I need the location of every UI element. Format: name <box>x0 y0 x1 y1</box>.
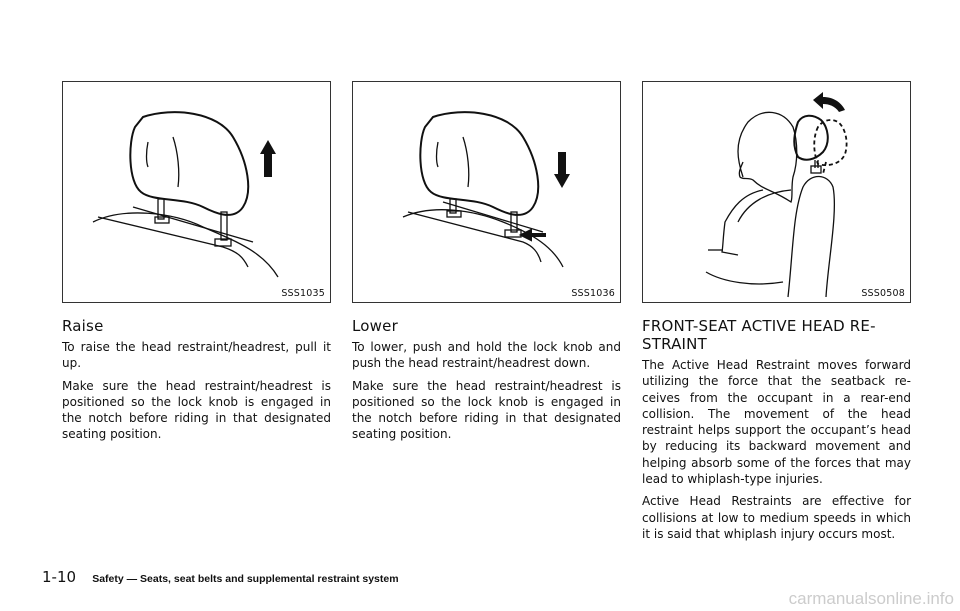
headrest-raise-illustration <box>63 82 330 302</box>
column-active-head-restraint <box>642 81 911 548</box>
paragraph: Make sure the head restraint/headrest is positioned so the lock knob is engaged in the notch before riding in that designated seating position. <box>62 378 331 442</box>
heading-active-head-restraint: FRONT-SEAT ACTIVE HEAD RE-STRAINT <box>642 317 876 353</box>
paragraph: The Active Head Restraint moves forward utilizing the force that the seatback re-ceives from the occupant in a rear-end collision. The movement of the head restraint helps support the occupant’s head by reducing its backward movement and helping absorb some of the forces that may lead to whiplash-type injuries. <box>642 358 911 487</box>
column-lower <box>352 81 621 449</box>
page-footer <box>42 568 399 586</box>
heading-raise: Raise <box>62 317 104 335</box>
paragraph: Active Head Restraints are effective for collisions at low to medium speeds in which it is said that whiplash injury occurs most. <box>642 494 911 541</box>
headrest-lower-illustration <box>353 82 620 302</box>
figure-code: SSS0508 <box>861 288 905 299</box>
paragraph: To lower, push and hold the lock knob and push the head restraint/headrest down. <box>352 340 621 371</box>
figure-active-head-restraint <box>642 81 911 303</box>
paragraph: Make sure the head restraint/headrest is positioned so the lock knob is engaged in the notch before riding in that designated seating position. <box>352 378 621 442</box>
figure-code: SSS1036 <box>571 288 615 299</box>
arrow-up-icon <box>260 140 276 177</box>
active-head-restraint-illustration <box>643 82 910 302</box>
section-title: Safety — Seats, seat belts and supplemental restraint system <box>92 573 399 585</box>
paragraph: To raise the head restraint/headrest, pull it up. <box>62 340 331 371</box>
figure-raise <box>62 81 331 303</box>
heading-lower: Lower <box>352 317 398 335</box>
arrow-back-icon <box>813 92 845 112</box>
page-number: 1-10 <box>42 568 77 586</box>
figure-lower <box>352 81 621 303</box>
arrow-down-icon <box>554 152 570 188</box>
figure-code: SSS1035 <box>281 288 325 299</box>
column-raise <box>62 81 331 449</box>
watermark: carmanualsonline.info <box>788 589 954 608</box>
